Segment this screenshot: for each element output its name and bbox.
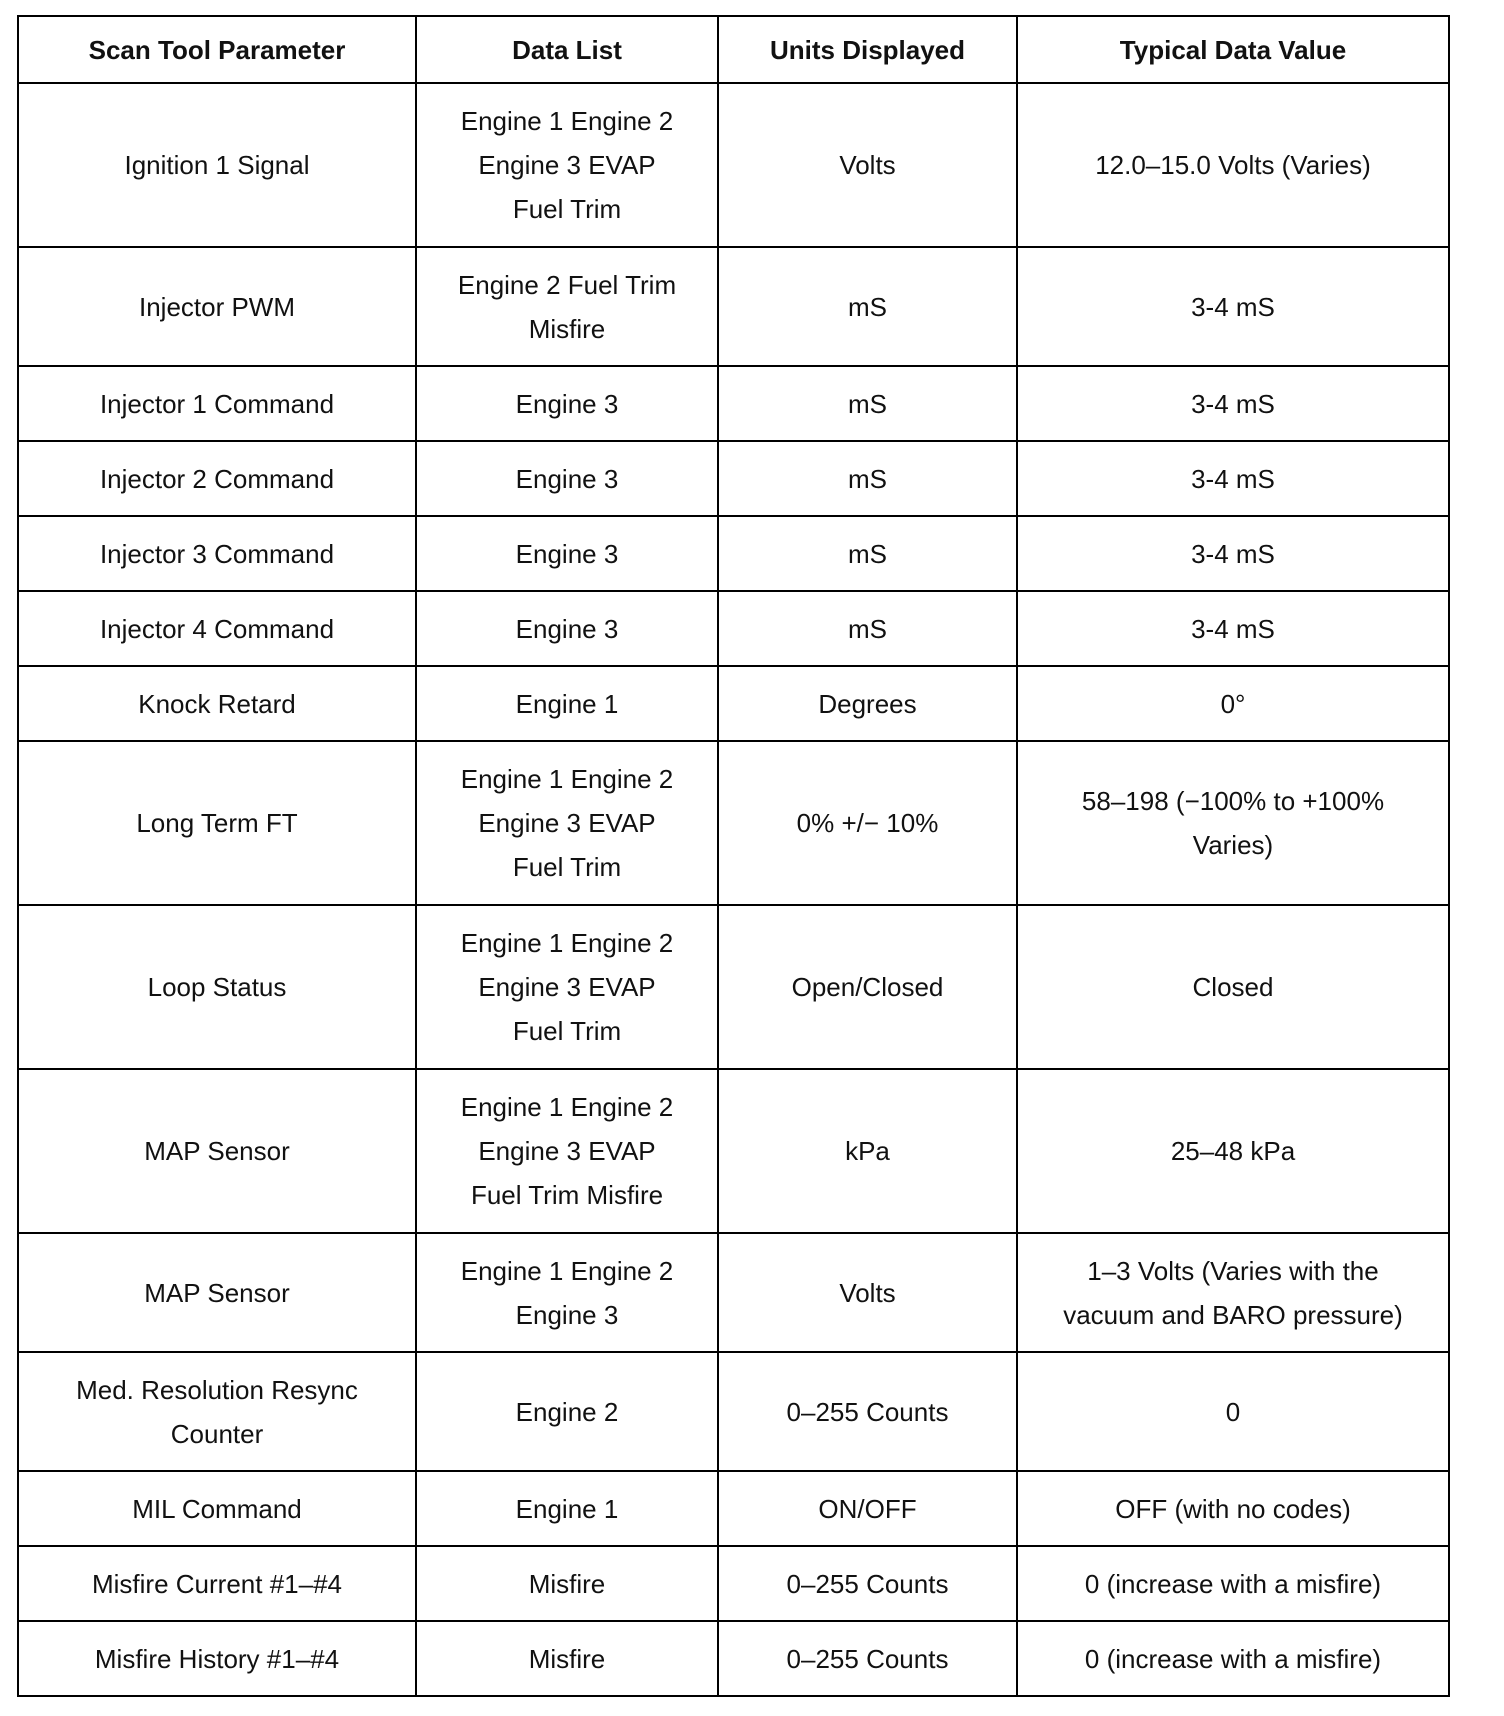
cell-units bbox=[718, 1621, 1017, 1696]
cell-typical-value bbox=[1017, 516, 1449, 591]
cell-parameter-text: Injector 1 Command bbox=[99, 388, 335, 419]
cell-units-text: mS bbox=[848, 291, 887, 322]
cell-data-list-text: Engine 1 Engine 2 Engine 3 EVAP Fuel Trim bbox=[460, 106, 674, 224]
cell-units-text: Volts bbox=[839, 150, 896, 180]
table-row bbox=[18, 1233, 1449, 1352]
cell-parameter bbox=[18, 1233, 416, 1352]
cell-data-list-text: Engine 2 bbox=[515, 1396, 619, 1427]
cell-typical-value bbox=[1017, 1546, 1449, 1621]
cell-units bbox=[718, 1546, 1017, 1621]
cell-units-text: Open/Closed bbox=[791, 972, 944, 1002]
cell-typical-value-text: 12.0–15.0 Volts (Varies) bbox=[1095, 150, 1371, 180]
cell-units bbox=[718, 666, 1017, 741]
cell-parameter bbox=[18, 905, 416, 1069]
cell-data-list bbox=[416, 1546, 718, 1621]
cell-typical-value bbox=[1017, 905, 1449, 1069]
cell-data-list-text: Misfire bbox=[528, 1568, 606, 1599]
scan-tool-data-table bbox=[17, 15, 1450, 1697]
cell-units bbox=[718, 591, 1017, 666]
cell-units-text: mS bbox=[848, 463, 887, 494]
cell-units bbox=[718, 441, 1017, 516]
table-row bbox=[18, 366, 1449, 441]
cell-typical-value bbox=[1017, 441, 1449, 516]
cell-data-list bbox=[416, 741, 718, 905]
cell-parameter-text: Injector 3 Command bbox=[99, 538, 335, 569]
cell-typical-value-text: 3-4 mS bbox=[1191, 291, 1275, 322]
cell-units bbox=[718, 366, 1017, 441]
cell-parameter bbox=[18, 441, 416, 516]
cell-parameter bbox=[18, 666, 416, 741]
cell-typical-value-text: 0° bbox=[1220, 688, 1246, 719]
cell-typical-value-text: 1–3 Volts (Varies with the vacuum and BARO pressure) bbox=[1063, 1255, 1403, 1330]
cell-typical-value bbox=[1017, 1471, 1449, 1546]
header-data-list: Data List bbox=[416, 16, 718, 83]
cell-parameter bbox=[18, 1352, 416, 1471]
cell-units bbox=[718, 741, 1017, 905]
table-row bbox=[18, 247, 1449, 366]
cell-data-list-text: Engine 2 Fuel Trim Misfire bbox=[457, 269, 677, 344]
cell-data-list-text: Engine 1 bbox=[515, 1493, 619, 1524]
cell-units bbox=[718, 516, 1017, 591]
header-row bbox=[18, 16, 1449, 83]
cell-typical-value bbox=[1017, 1069, 1449, 1233]
cell-typical-value-text: 3-4 mS bbox=[1191, 388, 1275, 419]
cell-data-list bbox=[416, 1471, 718, 1546]
cell-parameter bbox=[18, 83, 416, 247]
cell-typical-value-text: 0 (increase with a misfire) bbox=[1084, 1643, 1382, 1674]
cell-parameter-text: Loop Status bbox=[147, 972, 287, 1002]
table-row bbox=[18, 1471, 1449, 1546]
cell-units-text: mS bbox=[848, 538, 887, 569]
cell-typical-value bbox=[1017, 1621, 1449, 1696]
cell-typical-value bbox=[1017, 83, 1449, 247]
cell-units-text: Volts bbox=[839, 1277, 896, 1308]
cell-typical-value-text: 3-4 mS bbox=[1191, 463, 1275, 494]
cell-parameter-text: Misfire History #1–#4 bbox=[94, 1643, 340, 1674]
cell-units-text: mS bbox=[848, 388, 887, 419]
cell-data-list-text: Engine 1 bbox=[515, 688, 619, 719]
cell-typical-value-text: Closed bbox=[1192, 972, 1274, 1002]
cell-typical-value-text: OFF (with no codes) bbox=[1115, 1493, 1351, 1524]
table-row bbox=[18, 1546, 1449, 1621]
cell-units bbox=[718, 905, 1017, 1069]
cell-parameter bbox=[18, 516, 416, 591]
cell-data-list-text: Misfire bbox=[528, 1643, 606, 1674]
cell-data-list bbox=[416, 247, 718, 366]
cell-data-list-text: Engine 1 Engine 2 Engine 3 bbox=[460, 1255, 674, 1330]
cell-parameter-text: MIL Command bbox=[132, 1493, 302, 1524]
cell-data-list bbox=[416, 83, 718, 247]
cell-units bbox=[718, 83, 1017, 247]
table-row bbox=[18, 83, 1449, 247]
cell-parameter-text: Knock Retard bbox=[138, 688, 296, 719]
cell-parameter-text: Injector PWM bbox=[138, 291, 296, 322]
cell-parameter-text: Ignition 1 Signal bbox=[124, 150, 310, 180]
cell-parameter-text: Misfire Current #1–#4 bbox=[92, 1568, 342, 1599]
cell-units bbox=[718, 1352, 1017, 1471]
cell-units bbox=[718, 1069, 1017, 1233]
cell-data-list bbox=[416, 1233, 718, 1352]
cell-data-list bbox=[416, 1069, 718, 1233]
cell-typical-value bbox=[1017, 366, 1449, 441]
cell-typical-value-text: 0 bbox=[1225, 1396, 1241, 1427]
cell-parameter-text: Long Term FT bbox=[136, 808, 298, 838]
cell-parameter bbox=[18, 741, 416, 905]
cell-data-list bbox=[416, 516, 718, 591]
cell-typical-value-text: 3-4 mS bbox=[1191, 613, 1275, 644]
cell-data-list bbox=[416, 905, 718, 1069]
cell-parameter-text: MAP Sensor bbox=[144, 1277, 290, 1308]
table-row bbox=[18, 1352, 1449, 1471]
cell-data-list-text: Engine 1 Engine 2 Engine 3 EVAP Fuel Trim bbox=[460, 928, 674, 1046]
cell-units-text: 0–255 Counts bbox=[786, 1568, 949, 1599]
cell-parameter-text: Injector 2 Command bbox=[99, 463, 335, 494]
table-row bbox=[18, 905, 1449, 1069]
cell-parameter bbox=[18, 1069, 416, 1233]
cell-typical-value bbox=[1017, 741, 1449, 905]
cell-units-text: 0–255 Counts bbox=[786, 1396, 949, 1427]
cell-units bbox=[718, 1471, 1017, 1546]
cell-data-list-text: Engine 1 Engine 2 Engine 3 EVAP Fuel Trim Misfire bbox=[460, 1092, 674, 1210]
header-scan-tool-parameter: Scan Tool Parameter bbox=[18, 16, 416, 83]
cell-units-text: kPa bbox=[845, 1136, 890, 1166]
cell-typical-value-text: 0 (increase with a misfire) bbox=[1084, 1568, 1382, 1599]
cell-units-text: 0% +/− 10% bbox=[796, 808, 939, 838]
table-row bbox=[18, 516, 1449, 591]
cell-parameter bbox=[18, 1621, 416, 1696]
cell-units-text: 0–255 Counts bbox=[786, 1643, 949, 1674]
cell-typical-value bbox=[1017, 1352, 1449, 1471]
cell-units-text: mS bbox=[848, 613, 887, 644]
cell-data-list bbox=[416, 1352, 718, 1471]
cell-data-list-text: Engine 3 bbox=[515, 613, 619, 644]
cell-typical-value bbox=[1017, 247, 1449, 366]
cell-units-text: ON/OFF bbox=[818, 1493, 917, 1524]
cell-units bbox=[718, 1233, 1017, 1352]
cell-typical-value bbox=[1017, 591, 1449, 666]
cell-parameter bbox=[18, 366, 416, 441]
cell-data-list bbox=[416, 366, 718, 441]
cell-units-text: Degrees bbox=[818, 688, 917, 719]
cell-data-list bbox=[416, 441, 718, 516]
cell-data-list bbox=[416, 591, 718, 666]
cell-parameter bbox=[18, 247, 416, 366]
table-row bbox=[18, 591, 1449, 666]
header-units-displayed: Units Displayed bbox=[718, 16, 1017, 83]
cell-typical-value bbox=[1017, 1233, 1449, 1352]
cell-parameter-text: Med. Resolution Resync Counter bbox=[76, 1374, 358, 1449]
cell-parameter-text: Injector 4 Command bbox=[99, 613, 335, 644]
table-row bbox=[18, 441, 1449, 516]
cell-data-list-text: Engine 1 Engine 2 Engine 3 EVAP Fuel Trim bbox=[460, 764, 674, 882]
cell-typical-value bbox=[1017, 666, 1449, 741]
cell-parameter bbox=[18, 591, 416, 666]
cell-data-list-text: Engine 3 bbox=[515, 388, 619, 419]
cell-data-list bbox=[416, 1621, 718, 1696]
cell-typical-value-text: 25–48 kPa bbox=[1170, 1136, 1296, 1166]
header-typical-data-value: Typical Data Value bbox=[1017, 16, 1449, 83]
table-row bbox=[18, 1621, 1449, 1696]
cell-parameter bbox=[18, 1471, 416, 1546]
cell-typical-value-text: 58–198 (−100% to +100% Varies) bbox=[1081, 786, 1385, 860]
cell-data-list-text: Engine 3 bbox=[515, 538, 619, 569]
cell-typical-value-text: 3-4 mS bbox=[1191, 538, 1275, 569]
table-row bbox=[18, 666, 1449, 741]
cell-parameter bbox=[18, 1546, 416, 1621]
cell-data-list-text: Engine 3 bbox=[515, 463, 619, 494]
cell-parameter-text: MAP Sensor bbox=[144, 1136, 290, 1166]
table-row bbox=[18, 741, 1449, 905]
cell-data-list bbox=[416, 666, 718, 741]
table-row bbox=[18, 1069, 1449, 1233]
cell-units bbox=[718, 247, 1017, 366]
